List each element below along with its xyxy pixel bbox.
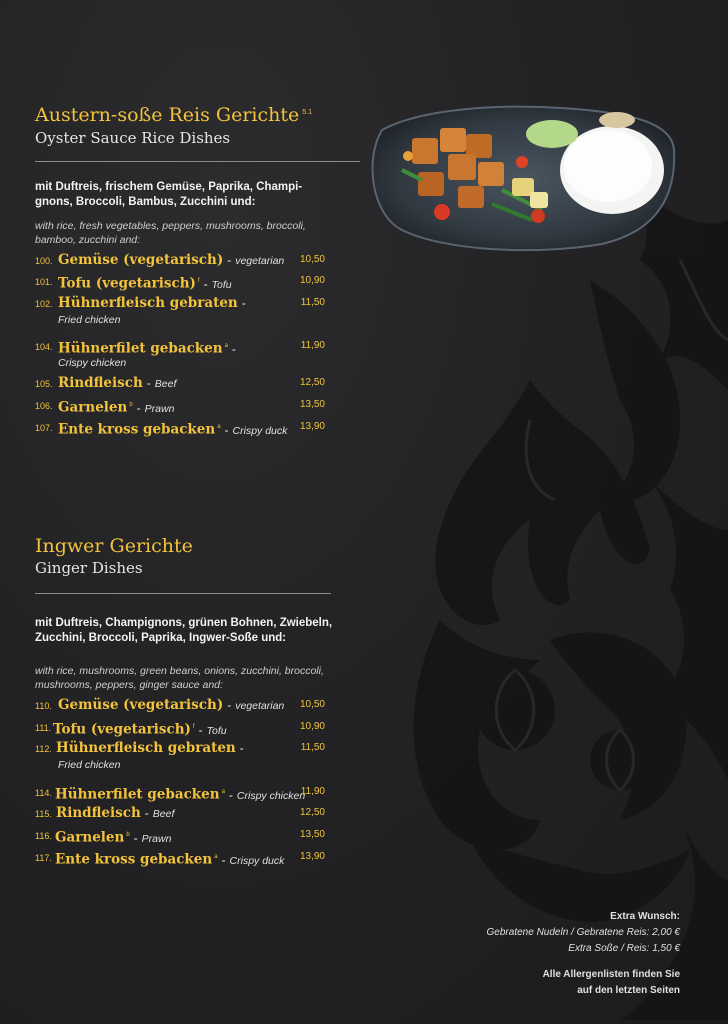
description-de: mit Duftreis, Champignons, grünen Bohnen, Zwiebeln, Zucchini, Broccoli, Paprika, Ingwer-Soße und: [35, 617, 333, 644]
item-name [55, 848, 284, 870]
item-translation: Beef [154, 378, 177, 390]
item-number: 102. [35, 299, 53, 309]
description-de: mit Duftreis, frischem Gemüse, Paprika, Champi-gnons, Broccoli, Bambus, Zucchini und: [35, 181, 303, 208]
separator: - [231, 341, 236, 356]
allergen-code: a [217, 424, 221, 430]
separator: - [239, 741, 244, 755]
item-name [56, 739, 244, 757]
item-name [58, 374, 176, 393]
separator: - [228, 787, 233, 802]
item-number: 107. [35, 423, 53, 433]
description-en: with rice, mushrooms, green beans, onions, zucchini, broccoli, mushrooms, peppers, ginger sauce and: [35, 665, 324, 691]
section-subtitle-oyster: Oyster Sauce Rice Dishes [35, 129, 231, 147]
section-subtitle-ginger: Ginger Dishes [35, 559, 143, 577]
item-name [58, 418, 287, 440]
separator: - [203, 276, 208, 291]
item-number: 111. [35, 723, 52, 733]
allergen-note: Alle Allergenlisten finden Sie [542, 969, 680, 980]
item-name [53, 718, 227, 740]
separator: - [146, 376, 151, 390]
item-number: 115. [35, 809, 52, 819]
item-name [55, 783, 305, 805]
menu-item [35, 826, 325, 846]
item-name-text: Garnelen [55, 829, 125, 846]
item-name-text: Tofu (vegetarisch) [58, 275, 196, 292]
item-translation: vegetarian [235, 700, 285, 712]
divider [35, 161, 360, 162]
separator: - [198, 722, 203, 737]
item-price: 11,90 [300, 340, 325, 351]
item-number: 117. [35, 853, 52, 863]
allergen-code: 5.1 [302, 108, 312, 116]
menu-item [35, 804, 325, 824]
extras-line: Extra Soße / Reis: 1,50 € [568, 943, 680, 954]
item-name [58, 272, 232, 294]
item-price: 11,50 [300, 297, 325, 308]
allergen-code: a [221, 789, 225, 795]
item-name [56, 804, 174, 823]
item-number: 105. [35, 379, 53, 389]
item-price: 10,90 [299, 721, 325, 732]
item-name-text: Gemüse (vegetarisch) [58, 697, 224, 713]
item-number: 110. [35, 701, 52, 711]
separator: - [133, 830, 138, 845]
item-price: 12,50 [299, 377, 325, 388]
allergen-note: auf den letzten Seiten [577, 985, 680, 996]
menu-item [35, 418, 325, 438]
item-translation: Beef [152, 808, 175, 820]
item-translation: vegetarian [235, 255, 285, 267]
item-translation: Tofu [211, 278, 232, 291]
item-name [58, 396, 174, 418]
menu-item [35, 337, 325, 369]
menu-item [35, 272, 325, 292]
menu-item [35, 396, 325, 416]
item-name-text: Gemüse (vegetarisch) [58, 252, 224, 268]
menu-item [35, 718, 325, 738]
item-name-text: Rindfleisch [58, 375, 143, 391]
item-translation: Prawn [144, 402, 175, 415]
description-en: with rice, fresh vegetables, peppers, mushrooms, broccoli, bamboo, zucchini and: [35, 220, 306, 246]
menu-item [35, 374, 325, 394]
item-name [58, 251, 284, 270]
item-price: 10,50 [299, 254, 325, 265]
item-price: 11,50 [300, 742, 325, 753]
extras-box [487, 909, 680, 999]
item-number: 114. [35, 788, 52, 798]
item-name-text: Garnelen [58, 399, 128, 416]
item-name-text: Hühnerfilet gebacken [55, 786, 220, 803]
section-title-oyster: Austern-soße Reis Gerichte $^{5.1}$ [35, 104, 312, 126]
item-name-text: Tofu (vegetarisch) [53, 721, 191, 738]
menu-item [35, 848, 325, 868]
item-translation: Crispy chicken [58, 357, 127, 369]
item-name-text: Ente kross gebacken [55, 851, 213, 868]
item-name [55, 826, 171, 848]
allergen-code: b [126, 832, 130, 838]
item-number: 104. [35, 342, 53, 352]
allergen-code: f [192, 724, 195, 730]
divider [35, 593, 331, 594]
menu-item [35, 294, 325, 326]
allergen-code: a [214, 854, 218, 860]
item-price: 13,50 [299, 399, 325, 410]
menu-item [35, 783, 325, 803]
item-price: 13,50 [299, 829, 325, 840]
separator: - [224, 422, 229, 437]
item-translation: Crispy duck [232, 424, 288, 437]
item-price: 13,90 [299, 851, 325, 862]
separator: - [227, 253, 232, 267]
item-name [58, 337, 236, 358]
separator: - [136, 400, 141, 415]
item-name-text: Ente kross gebacken [58, 421, 216, 438]
separator: - [221, 852, 226, 867]
item-translation: Fried chicken [58, 759, 121, 771]
section-title-ginger: Ingwer Gerichte [35, 535, 193, 557]
menu-item [35, 696, 325, 716]
item-translation: Prawn [141, 832, 172, 845]
item-name-text: Rindfleisch [56, 805, 141, 821]
menu-item [35, 739, 325, 771]
item-number: 116. [35, 831, 52, 841]
allergen-code: a [224, 343, 228, 349]
separator: - [241, 296, 246, 310]
allergen-code: b [129, 402, 133, 408]
extras-line: Gebratene Nudeln / Gebratene Reis: 2,00 € [486, 927, 680, 938]
item-name [58, 294, 246, 312]
separator: - [144, 806, 149, 820]
dish-photo-icon [362, 100, 682, 252]
separator: - [227, 698, 232, 712]
allergen-code: f [197, 278, 200, 284]
item-price: 11,90 [300, 786, 325, 797]
item-price: 10,50 [299, 699, 325, 710]
item-translation: Crispy duck [229, 854, 285, 867]
item-price: 13,90 [299, 421, 325, 432]
item-price: 12,50 [299, 807, 325, 818]
item-name [58, 696, 284, 715]
item-number: 106. [35, 401, 53, 411]
item-price: 10,90 [299, 275, 325, 286]
item-translation: Fried chicken [58, 314, 121, 326]
item-translation: Tofu [206, 724, 227, 737]
menu-item [35, 251, 325, 271]
extras-heading: Extra Wunsch: [610, 911, 680, 922]
item-name-text: Hühnerfleisch gebraten [58, 295, 238, 311]
item-number: 101. [35, 277, 53, 287]
item-number: 112. [35, 744, 52, 754]
item-name-text: Hühnerfilet gebacken [58, 340, 223, 357]
item-name-text: Hühnerfleisch gebraten [56, 740, 236, 756]
item-translation: Crispy chicken [236, 789, 306, 802]
item-number: 100. [35, 256, 53, 266]
